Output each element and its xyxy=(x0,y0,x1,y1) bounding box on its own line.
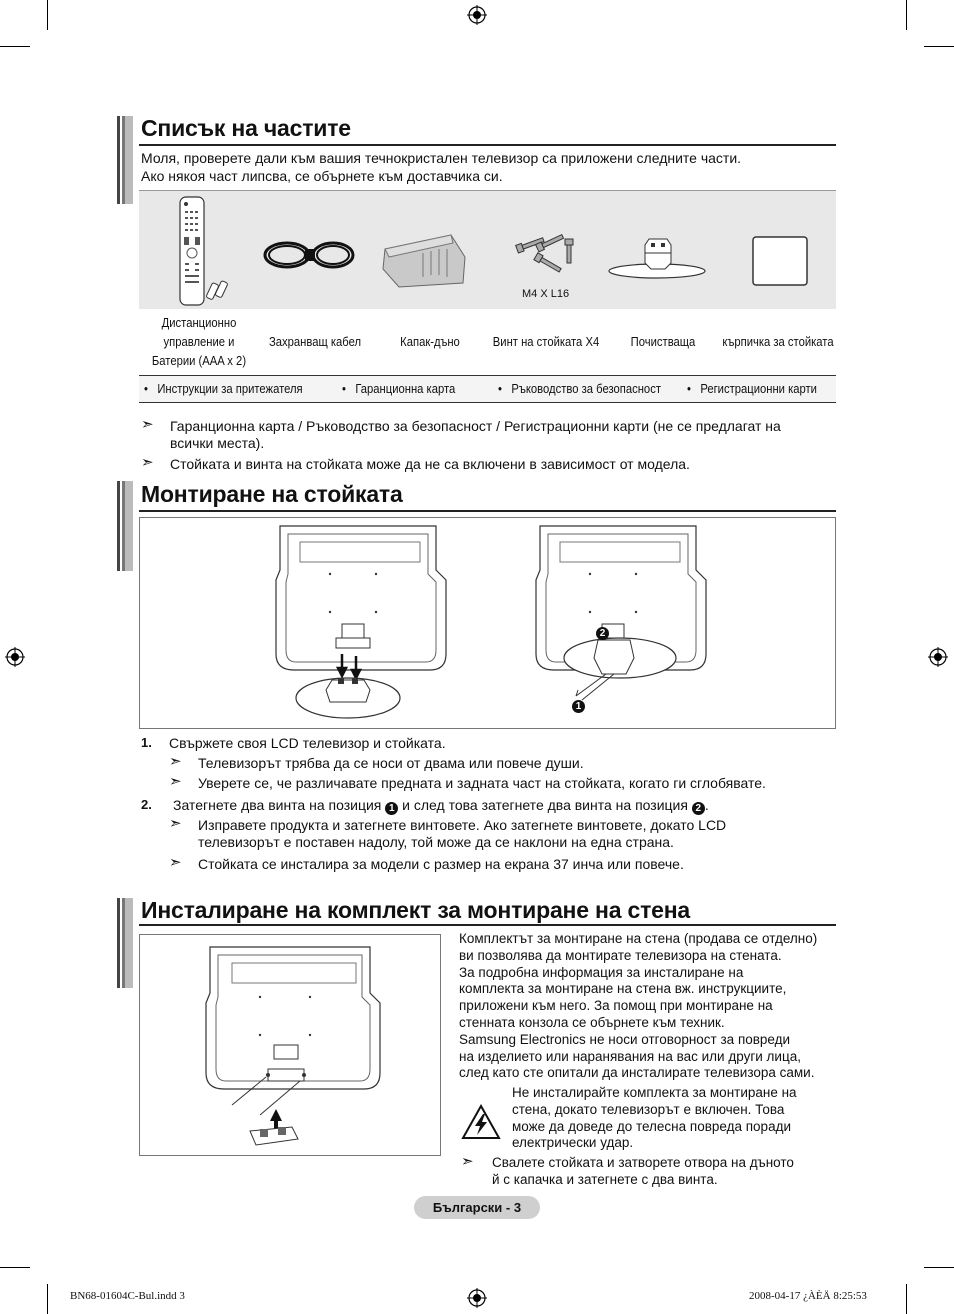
position-badge: 1 xyxy=(572,700,585,713)
document-label: Регистрационни карти xyxy=(700,382,817,396)
crop-mark xyxy=(47,0,48,30)
cleaning-cloth-icon xyxy=(749,235,811,289)
note-text: Телевизорът трябва да се носи от двама или повече души. xyxy=(198,755,584,771)
section-title-parts: Списък на частите xyxy=(141,115,351,141)
parts-image-strip xyxy=(139,190,836,309)
note-arrow-icon: ➣ xyxy=(141,415,154,433)
step-number: 1. xyxy=(141,735,152,750)
paragraph-line: За подробна информация за инсталиране на xyxy=(459,964,744,980)
note-line: Свалете стойката и затворете отвора на дъното xyxy=(492,1155,794,1170)
warning-line: Не инсталирайте комплекта за монтиране на xyxy=(512,1085,797,1100)
warning-text xyxy=(512,1085,797,1152)
section-side-bar xyxy=(117,481,133,571)
document-label: Инструкции за притежателя xyxy=(157,382,303,396)
warning-line: стена, докато телевизорът е включен. Това xyxy=(512,1101,785,1117)
power-cord-icon xyxy=(261,233,357,277)
wall-mount-illustration xyxy=(140,935,440,1155)
paragraph-line: след като сте опитали да инсталирате телевизора сами. xyxy=(459,1065,815,1081)
electric-shock-warning-icon xyxy=(461,1104,501,1140)
parts-intro-line1: Моля, проверете дали към вашия течнокристален телевизор са приложени следните части. xyxy=(141,150,742,166)
registration-mark-icon xyxy=(928,647,948,667)
section-rule xyxy=(139,144,836,146)
screw-size-label: M4 X L16 xyxy=(522,288,570,300)
document-label: Гаранционна карта xyxy=(355,382,456,396)
position-badge: 2 xyxy=(596,627,609,640)
document-item: • Гаранционна карта xyxy=(342,382,456,396)
note-text: Стойката се инсталира за модели с размер на екрана 37 инча или повече. xyxy=(198,856,684,872)
document-item: • Инструкции за притежателя xyxy=(144,382,303,396)
part-label-power-cord xyxy=(262,333,368,352)
note-text: всички места). xyxy=(170,435,265,451)
paragraph-line: стенната конзола се обърнете към техник. xyxy=(459,1014,725,1030)
page-number-label: Български - 3 xyxy=(414,1196,540,1219)
document-item: • Ръководство за безопасност xyxy=(498,382,661,396)
bottom-cover-icon xyxy=(379,229,471,289)
crop-mark xyxy=(47,1284,48,1314)
part-label-line: Капак-дъно xyxy=(400,335,460,349)
wall-mount-figure xyxy=(139,934,441,1156)
crop-mark xyxy=(924,46,954,47)
position-badge: 2 xyxy=(692,802,705,815)
note-text: Уверете се, че различавате предната и задната част на стойката, когато ги сглобявате. xyxy=(198,775,766,791)
figure-position-badge-2 xyxy=(596,622,609,640)
step2-text-part: Затегнете два винта на позиция xyxy=(173,797,382,813)
tv-stand-illustration xyxy=(140,518,835,728)
paragraph-line: Комплектът за монтиране на стена (продава се отделно) xyxy=(459,931,818,946)
remote-control-icon xyxy=(177,195,237,307)
section-title-wall-mount: Инсталиране на комплект за монтиране на стена xyxy=(141,897,691,923)
note-text: Стойката и винта на стойката може да не са включени в зависимост от модела. xyxy=(170,456,690,472)
section-rule xyxy=(139,924,836,926)
registration-mark-icon xyxy=(467,1288,487,1308)
stand-icon xyxy=(605,235,711,283)
step2-text-part: и след това затегнете два винта на позиция xyxy=(402,797,688,813)
note-arrow-icon: ➣ xyxy=(169,772,182,790)
part-label-line: управление и xyxy=(163,335,235,349)
part-label-remote xyxy=(146,314,252,371)
step2-text xyxy=(173,797,709,815)
document-item: • Регистрационни карти xyxy=(687,382,817,396)
parts-intro-line2: Ако някоя част липсва, се обърнете към доставчика си. xyxy=(141,168,503,184)
figure-position-badge-1 xyxy=(572,695,585,713)
note-text: Гаранционна карта / Ръководство за безопасност / Регистрационни карти (не се предлагат на xyxy=(170,418,781,434)
step1-text: Свържете своя LCD телевизор и стойката. xyxy=(169,735,446,751)
warning-line: може да доведе до телесна повреда поради xyxy=(512,1118,791,1134)
paragraph-line: комплекта за монтиране на стена вж. инструкциите, xyxy=(459,981,787,997)
part-label-line: Батерии (AAA x 2) xyxy=(151,354,247,368)
paragraph-line: ви позволява да монтирате телевизора на стената. xyxy=(459,947,782,963)
section-side-bar xyxy=(117,898,133,988)
crop-mark xyxy=(0,46,30,47)
section-side-bar xyxy=(117,116,133,204)
wall-mount-paragraph xyxy=(459,931,839,1082)
note-arrow-icon: ➣ xyxy=(141,453,154,471)
crop-mark xyxy=(0,1267,30,1268)
note-text: телевизорът е поставен надолу, той може да се наклони на една страна. xyxy=(198,834,674,850)
paragraph-line: приложени към него. За помощ при монтиране на xyxy=(459,998,773,1014)
part-label-cloth xyxy=(717,333,839,352)
part-label-line: Захранващ кабел xyxy=(268,335,362,349)
step2-text-part: . xyxy=(704,797,709,813)
stand-assembly-figure xyxy=(139,517,836,729)
note-arrow-icon: ➣ xyxy=(169,853,182,871)
warning-line: електрически удар. xyxy=(512,1135,634,1151)
part-label-stand-screw xyxy=(484,333,608,352)
file-slug: BN68-01604C-Bul.indd 3 xyxy=(70,1290,185,1302)
registration-mark-icon xyxy=(5,647,25,667)
position-badge: 1 xyxy=(385,802,398,815)
note-arrow-icon: ➣ xyxy=(169,752,182,770)
part-label-line: Дистанционно xyxy=(161,316,237,330)
paragraph-line: Samsung Electronics не носи отговорност за повреди xyxy=(459,1031,791,1047)
note-arrow-icon: ➣ xyxy=(461,1152,474,1170)
documents-row xyxy=(139,375,836,403)
print-timestamp: 2008-04-17 ¿ÀÈÄ 8:25:53 xyxy=(749,1290,867,1302)
note-arrow-icon: ➣ xyxy=(169,814,182,832)
part-label-line: Винт на стойката X4 xyxy=(492,335,600,349)
section-title-stand: Монтиране на стойката xyxy=(141,481,403,507)
document-label: Ръководство за безопасност xyxy=(511,382,661,396)
stand-screw-icon xyxy=(509,227,585,283)
note-text: Изправете продукта и затегнете винтовете. Ако затегнете винтовете, докато LCD xyxy=(198,817,727,833)
crop-mark xyxy=(924,1267,954,1268)
section-rule xyxy=(139,510,836,512)
note-line: й с капачка и затегнете с два винта. xyxy=(492,1171,718,1187)
crop-mark xyxy=(906,1284,907,1314)
part-label-line: Почистваща xyxy=(630,335,696,349)
step-number: 2. xyxy=(141,797,152,812)
part-label-line: кърпичка за стойката xyxy=(722,335,834,349)
crop-mark xyxy=(906,0,907,30)
stand-removal-note xyxy=(492,1155,794,1189)
paragraph-line: на изделието или наранявания на вас или други лица, xyxy=(459,1048,801,1064)
part-label-stand xyxy=(610,333,716,352)
registration-mark-icon xyxy=(467,5,487,25)
part-label-bottom-cover xyxy=(377,333,483,352)
